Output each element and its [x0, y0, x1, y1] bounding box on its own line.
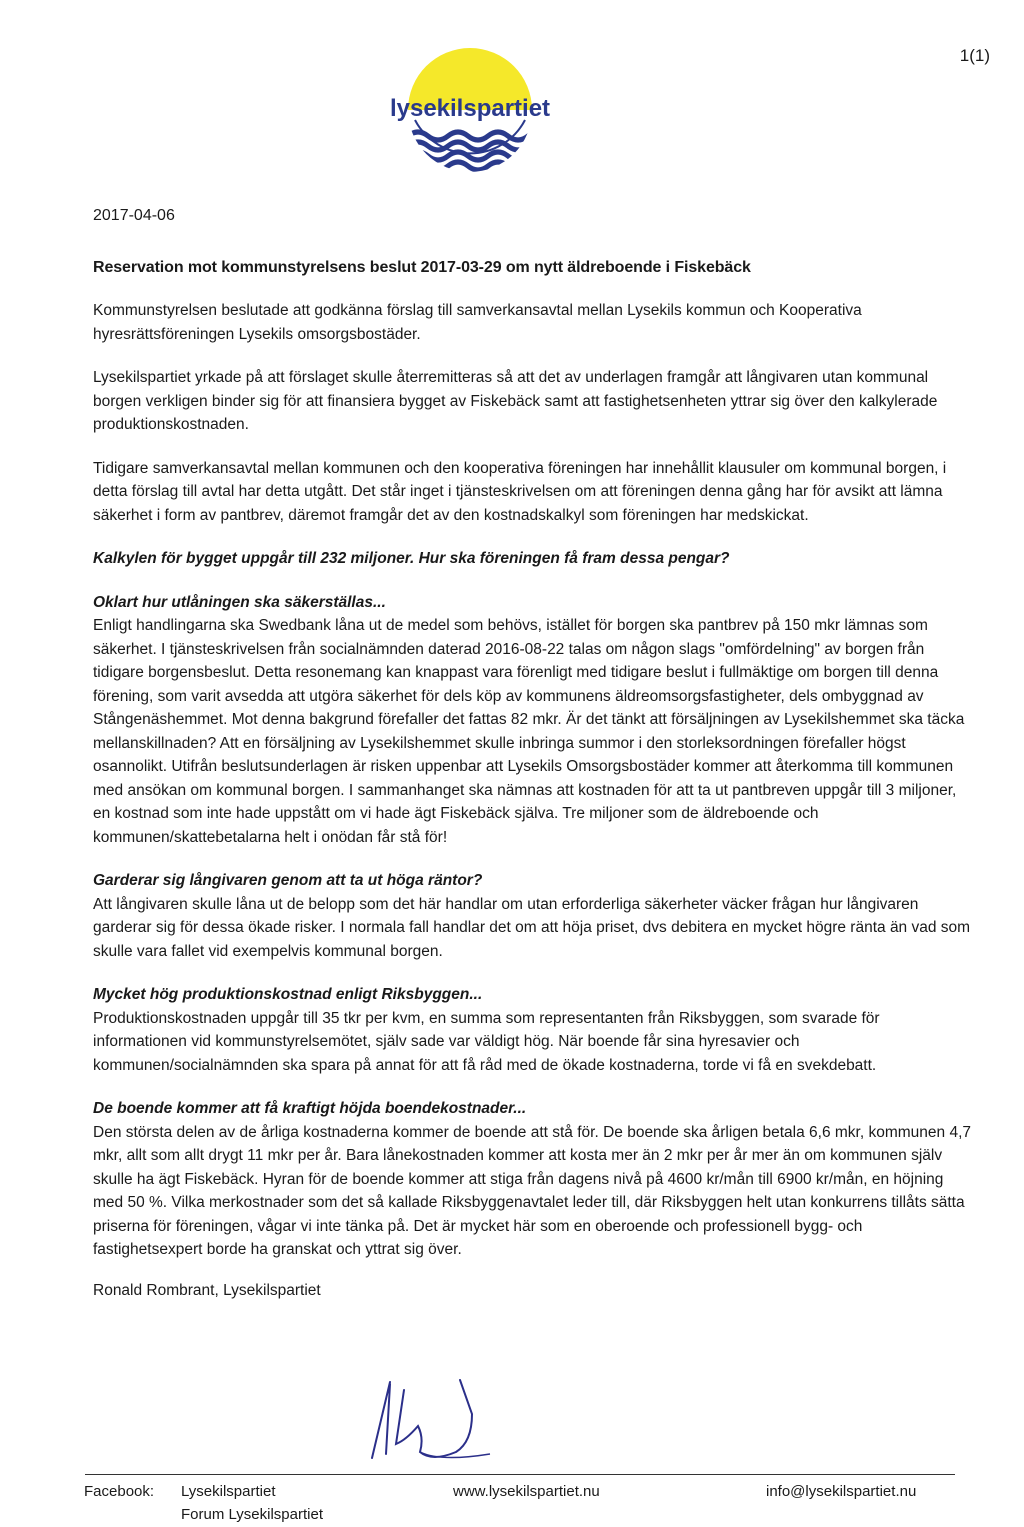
letter-date: 2017-04-06	[93, 207, 175, 224]
intro-paragraph: Lysekilspartiet yrkade på att förslaget skulle återremitteras så att det av underlagen framgår att långivaren utan kommunal borgen verkligen binder sig för att finansiera bygget av Fiskebäck samt att fastighetsenheten yttrar sig över den kalkylerade produktionskostnaden.	[93, 369, 938, 433]
section	[93, 869, 973, 963]
logo-emblem-icon	[370, 40, 570, 190]
section-body: Den största delen av de årliga kostnaderna kommer de boende att stå för. De boende ska årligen betala 6,6 mkr, kommunen 4,7 mkr, allt som allt drygt 11 mkr per år. Bara lånekostnaden kommer att kosta mer än 2 mkr per år mer än om kommunen själv skulle ha ägt Fiskebäck. Hyran för de boende kommer att stiga från dagens nivå på 4600 kr/mån till 6900 kr/mån, en höjning med 50 %. Vilka merkostnader som det så kallade Riksbyggenavtalet leder till, där Riksbyggen helt utan konkurrens tillåts sätta priserna för föreningen, vågar vi inte tänka på. Det är mycket här som en oberoende och professionell bygg- och fastighetsexpert borde ha granskat och yttrat sig över.	[93, 1123, 971, 1258]
footer-facebook-label: Facebook:	[84, 1483, 155, 1500]
footer-facebook-page[interactable]: Lysekilspartiet	[181, 1483, 276, 1500]
footer-facebook-pages	[181, 1480, 323, 1526]
footer-email-link[interactable]: info@lysekilspartiet.nu	[766, 1483, 917, 1500]
section	[93, 983, 973, 1077]
party-logo	[370, 40, 570, 190]
footer-website-link[interactable]: www.lysekilspartiet.nu	[453, 1483, 600, 1500]
section	[93, 1097, 973, 1262]
section	[93, 591, 973, 850]
section-title: De boende kommer att få kraftigt höjda boendekostnader...	[93, 1100, 527, 1117]
letter-body	[93, 207, 973, 1300]
key-question: Kalkylen för bygget uppgår till 232 miljoner. Hur ska föreningen få fram dessa pengar?	[93, 550, 730, 567]
section-title: Mycket hög produktionskostnad enligt Riksbyggen...	[93, 986, 483, 1003]
section-title: Oklart hur utlåningen ska säkerställas...	[93, 593, 386, 611]
intro-paragraph: Tidigare samverkansavtal mellan kommunen och den kooperativa föreningen har innehållit klausuler om kommunal borgen, i detta förslag till avtal har detta utgått. Det står inget i tjänsteskrivelsen om att föreningen denna gång har för avsikt att lämna säkerhet i form av pantbrev, däremot framgår det av den kostnadskalkyl som föreningen har medskickat.	[93, 459, 947, 524]
section-body: Enligt handlingarna ska Swedbank låna ut de medel som behövs, istället för borgen ska pantbrev på 150 mkr lämnas som säkerhet. I tjänsteskrivelsen från socialnämnden daterad 2016-08-22 talas om någon slags "omfördelning" av borgen från tidigare borgensbeslut. Detta resonemang kan knappast vara förenligt med tidigare beslut i fullmäktige om borgen till denna förening, som varit avsedda att utgöra säkerhet för dels köp av kommunens äldreomsorgsfastigheter, dels ombyggnad av Stångenäshemmet. Mot denna bakgrund förefaller det fattas 82 mkr. Är det tänkt att försäljningen av Lysekilshemmet ska täcka mellanskillnaden? Att en försäljning av Lysekilshemmet skulle inbringa summor i den storleksordningen förefaller högst osannolikt. Utifrån beslutsunderlagen är risken uppenbar att Lysekils Omsorgsbostäder kommer att återkomma till kommunen med ansökan om kommunal borgen. I sammanhanget ska nämnas att kostnaden för att ta ut pantbreven uppgår till 3 miljoner, en kostnad som inte hade uppstått om vi hade ägt Fiskebäck själva. Tre miljoner som de äldreboende och kommunen/skattebetalarna helt i onödan får stå för!	[93, 617, 965, 846]
footer-divider	[85, 1474, 955, 1475]
page-number: 1(1)	[959, 46, 990, 65]
section-body: Produktionskostnaden uppgår till 35 tkr per kvm, en summa som representanten från Riksbyggen, som svarade för informationen vid kommunstyrelsemötet, själv sade var väldigt hög. När boende får sina hyresavier och kommunen/socialnämnden ska spara på annat för att få råd med de ökade kostnaderna, torde vi få en svekdebatt.	[93, 1009, 880, 1074]
signature-name: Ronald Rombrant, Lysekilspartiet	[93, 1281, 321, 1299]
intro-paragraph: Kommunstyrelsen beslutade att godkänna förslag till samverkansavtal mellan Lysekils kommun och Kooperativa hyresrättsföreningen Lysekils omsorgsbostäder.	[93, 302, 862, 343]
handwritten-signature	[360, 1370, 500, 1470]
section-body: Att långivaren skulle låna ut de belopp som det här handlar om utan erforderliga säkerheter väcker frågan hur långivaren garderar sig för dessa ökade risker. I normala fall handlar det om att höja priset, dvs debitera en mycket högre ränta än vad som skulle vara fallet vid exempelvis kommunal borgen.	[93, 895, 971, 960]
letter-heading: Reservation mot kommunstyrelsens beslut 2017-03-29 om nytt äldreboende i Fiskebäck	[93, 259, 751, 276]
footer-facebook-forum[interactable]: Forum Lysekilspartiet	[181, 1506, 323, 1523]
section-title: Garderar sig långivaren genom att ta ut höga räntor?	[93, 872, 483, 889]
logo-text: lysekilspartiet	[389, 95, 551, 122]
